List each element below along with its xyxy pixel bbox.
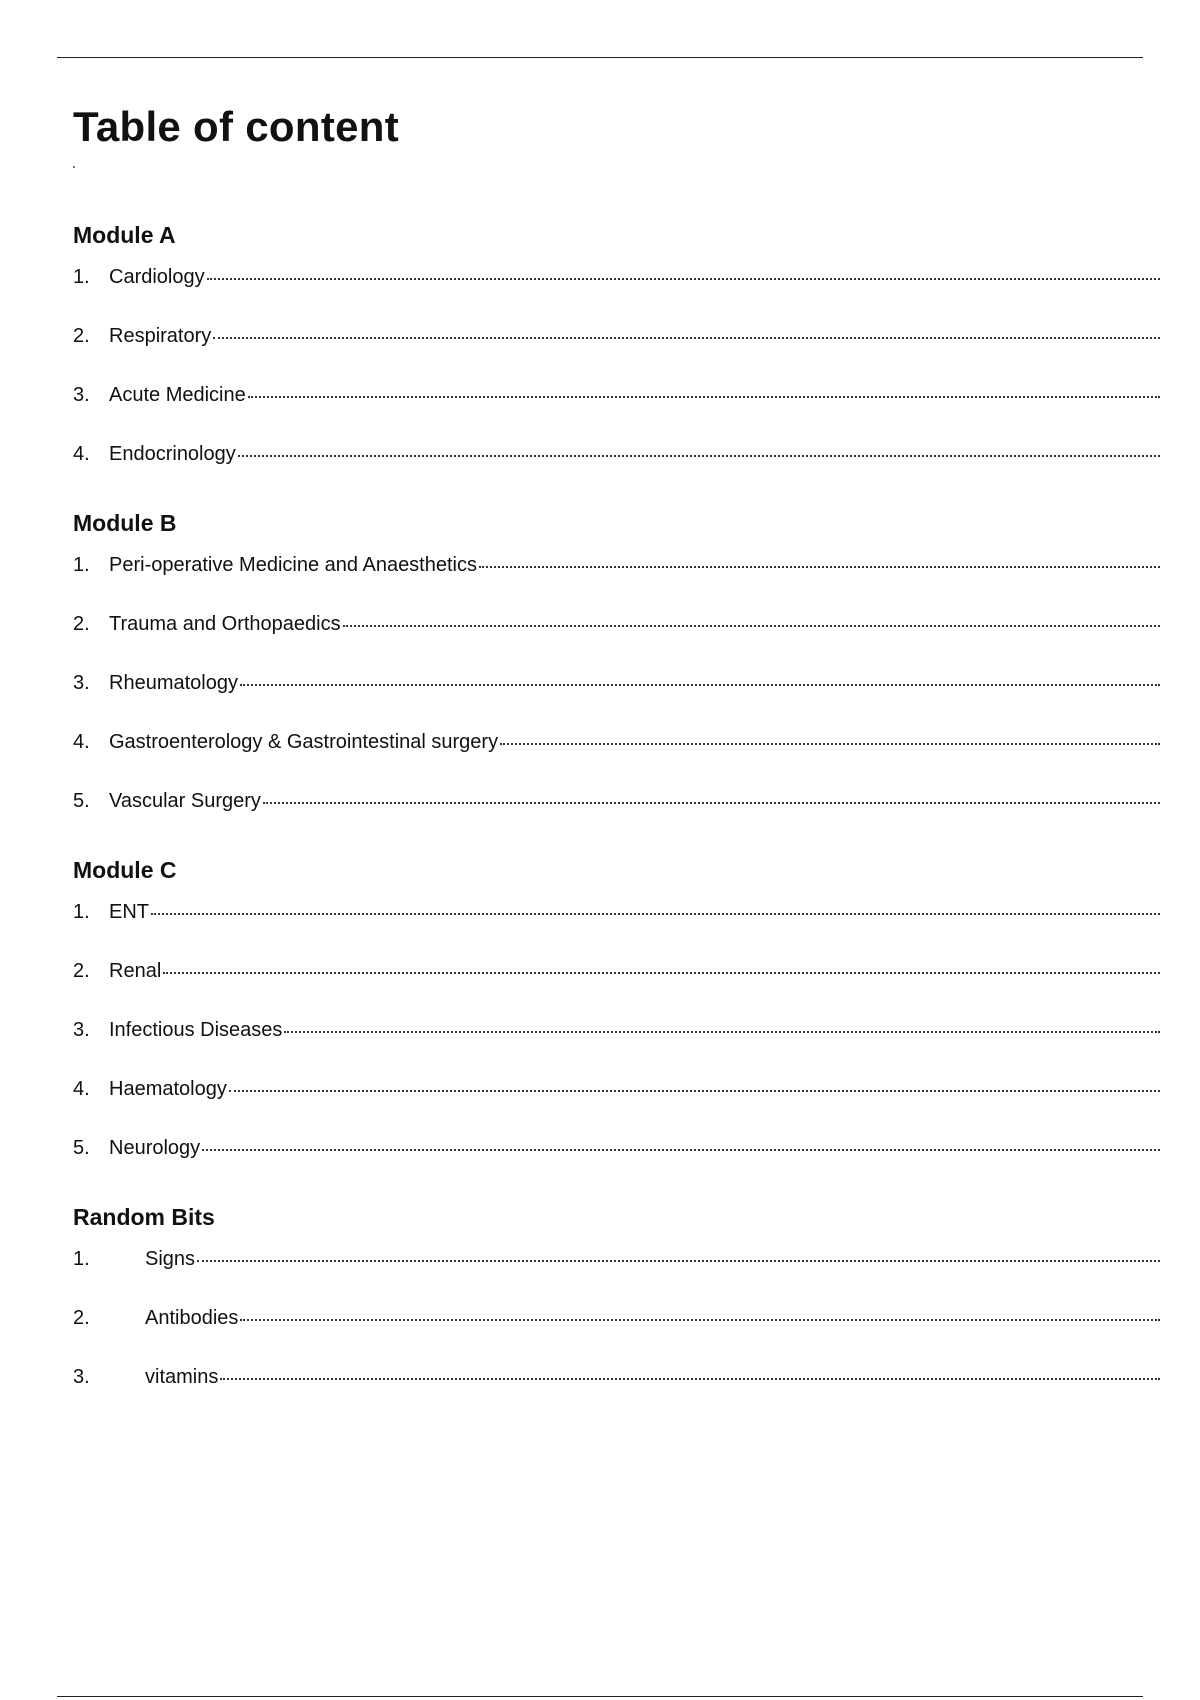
toc-entry[interactable] [73, 321, 1160, 380]
toc-entry[interactable] [73, 1303, 1160, 1362]
toc-section-module-b [73, 510, 1160, 845]
entry-label: Cardiology [109, 266, 205, 288]
entry-number: 3. [73, 384, 90, 406]
section-heading: Module C [73, 857, 177, 883]
entry-number: 1. [73, 901, 90, 923]
toc-entry[interactable] [73, 262, 1160, 321]
entry-number: 4. [73, 443, 90, 465]
toc-entry[interactable] [73, 380, 1160, 439]
entry-number: 3. [73, 1366, 90, 1388]
dot-leader [213, 337, 1160, 339]
toc-entry[interactable] [73, 1133, 1160, 1192]
entry-label: Gastroenterology & Gastrointestinal surgery [109, 731, 499, 753]
entry-label: Trauma and Orthopaedics [109, 613, 341, 635]
toc-section-module-a [73, 222, 1160, 498]
entry-label: Antibodies [145, 1307, 239, 1329]
section-heading: Module A [73, 222, 176, 248]
dot-leader [151, 913, 1160, 915]
entry-label: Infectious Diseases [109, 1019, 283, 1041]
entry-label: vitamins [145, 1366, 219, 1388]
toc-entry[interactable] [73, 1074, 1160, 1133]
toc-list [73, 550, 1160, 845]
toc-entry[interactable] [73, 727, 1160, 786]
stray-mark [73, 166, 75, 168]
dot-leader [284, 1031, 1160, 1033]
entry-label: Peri-operative Medicine and Anaesthetics [109, 554, 477, 576]
dot-leader [240, 684, 1160, 686]
section-heading: Random Bits [73, 1204, 215, 1230]
toc-entry[interactable] [73, 1244, 1160, 1303]
toc-entry[interactable] [73, 786, 1160, 845]
dot-leader [207, 278, 1160, 280]
entry-number: 3. [73, 1019, 90, 1041]
dot-leader [163, 972, 1160, 974]
toc-entry[interactable] [73, 439, 1160, 498]
dot-leader [263, 802, 1160, 804]
toc-entry[interactable] [73, 897, 1160, 956]
entry-label: Haematology [109, 1078, 227, 1100]
section-heading: Module B [73, 510, 177, 536]
entry-number: 1. [73, 554, 90, 576]
toc-section-module-c [73, 857, 1160, 1192]
toc-list [73, 262, 1160, 498]
dot-leader [479, 566, 1160, 568]
entry-label: Signs [145, 1248, 196, 1270]
footer-rule [57, 1696, 1143, 1697]
toc-entry[interactable] [73, 668, 1160, 727]
toc-section-random-bits [73, 1204, 1160, 1421]
entry-label: Endocrinology [109, 443, 236, 465]
toc-list [73, 1244, 1160, 1421]
entry-label: Respiratory [109, 325, 212, 347]
entry-label: Rheumatology [109, 672, 238, 694]
entry-number: 4. [73, 1078, 90, 1100]
entry-number: 2. [73, 960, 90, 982]
dot-leader [500, 743, 1160, 745]
toc-entry[interactable] [73, 1362, 1160, 1421]
dot-leader [202, 1149, 1160, 1151]
dot-leader [229, 1090, 1160, 1092]
entry-number: 5. [73, 1137, 90, 1159]
entry-number: 3. [73, 672, 90, 694]
entry-number: 5. [73, 790, 90, 812]
entry-label: ENT [109, 901, 149, 923]
toc-entry[interactable] [73, 1015, 1160, 1074]
entry-label: Renal [109, 960, 162, 982]
dot-leader [220, 1378, 1160, 1380]
dot-leader [240, 1319, 1160, 1321]
toc-entry[interactable] [73, 956, 1160, 1015]
entry-number: 2. [73, 1307, 90, 1329]
entry-number: 2. [73, 613, 90, 635]
header-rule [57, 57, 1143, 58]
entry-number: 1. [73, 266, 90, 288]
toc-sections [73, 222, 1160, 1433]
dot-leader [248, 396, 1160, 398]
dot-leader [343, 625, 1160, 627]
entry-label: Neurology [109, 1137, 201, 1159]
entry-label: Acute Medicine [109, 384, 246, 406]
toc-list [73, 897, 1160, 1192]
toc-entry[interactable] [73, 550, 1160, 609]
entry-number: 2. [73, 325, 90, 347]
dot-leader [238, 455, 1160, 457]
page-title: Table of content [73, 103, 400, 150]
entry-number: 1. [73, 1248, 90, 1270]
toc-entry[interactable] [73, 609, 1160, 668]
entry-label: Vascular Surgery [109, 790, 261, 812]
entry-number: 4. [73, 731, 90, 753]
dot-leader [197, 1260, 1160, 1262]
